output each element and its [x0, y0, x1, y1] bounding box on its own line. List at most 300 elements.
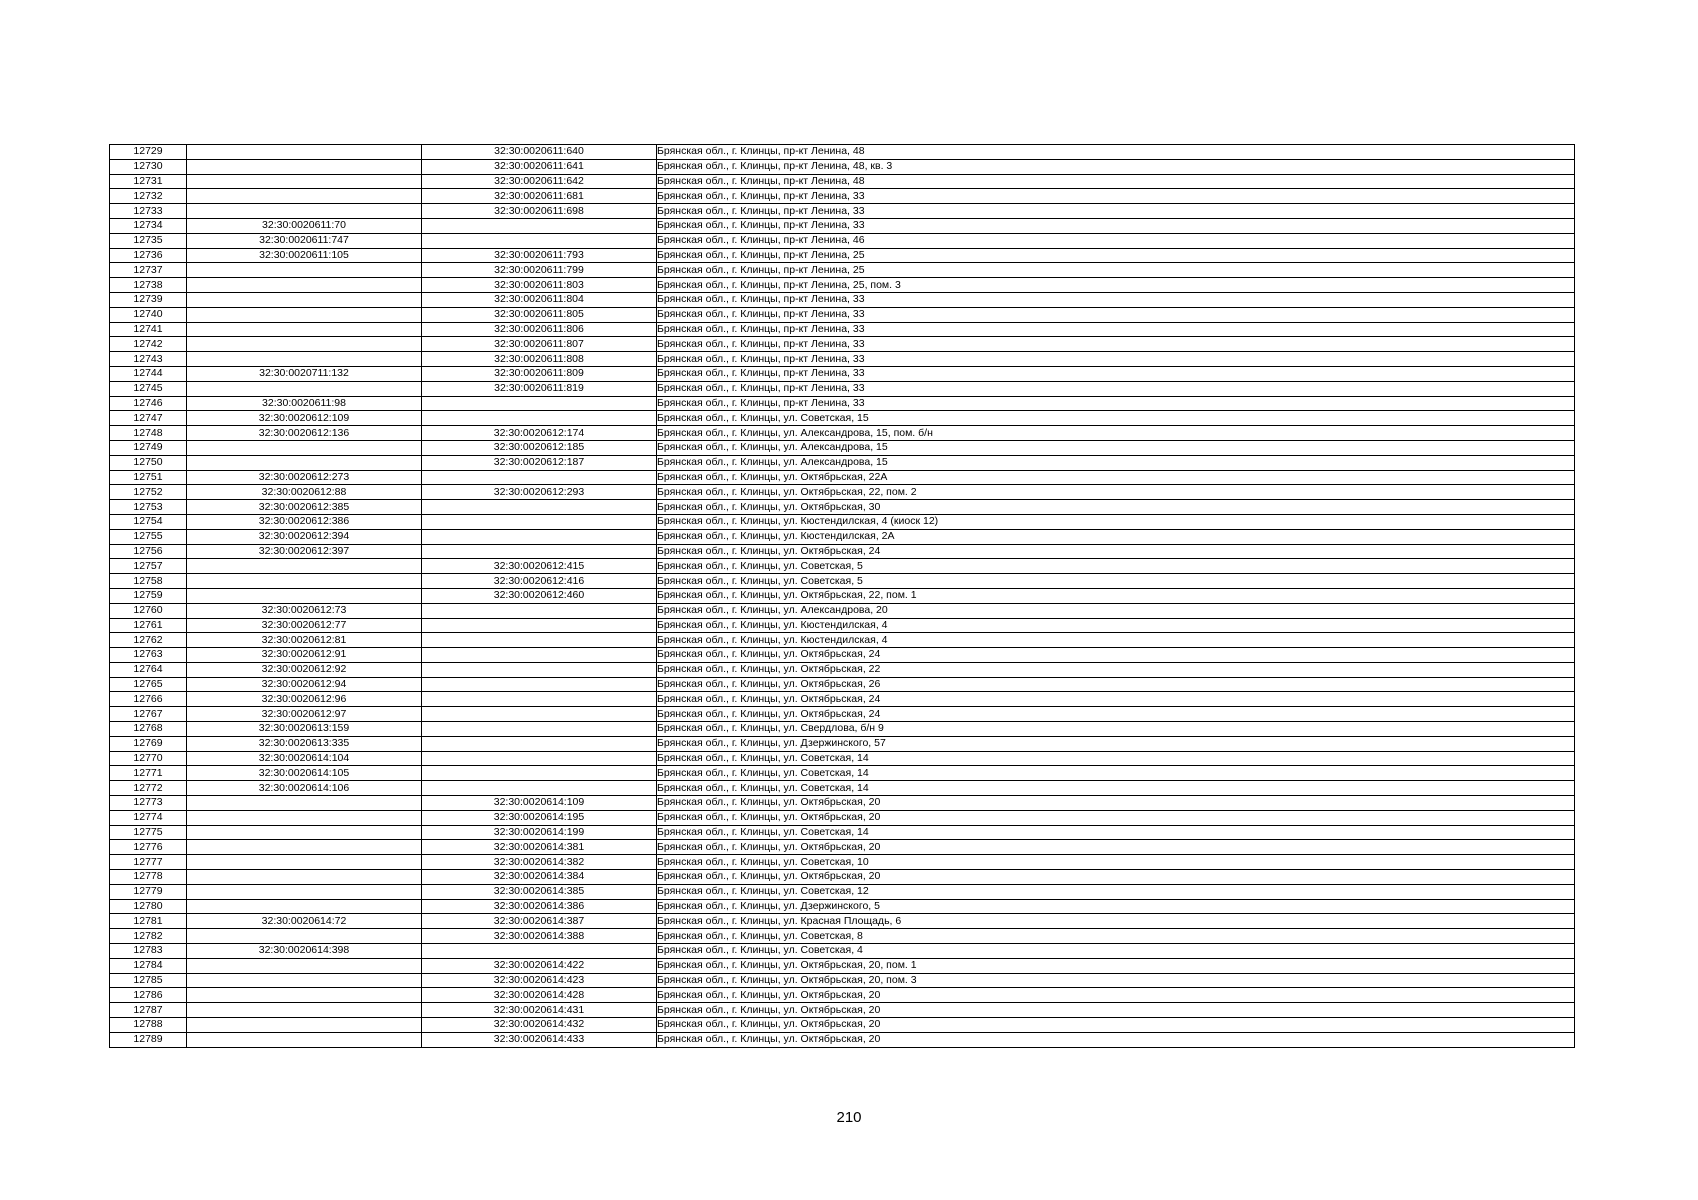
table-row	[110, 470, 1575, 485]
row-number-cell: 12768	[110, 722, 187, 737]
row-number-cell: 12763	[110, 648, 187, 663]
land-cadastral-number-cell: 32:30:0020614:398	[187, 944, 422, 959]
address-cell: Брянская обл., г. Клинцы, ул. Советская, 15	[657, 411, 1575, 426]
address-cell: Брянская обл., г. Клинцы, пр-кт Ленина, 33	[657, 218, 1575, 233]
row-number-cell: 12788	[110, 1018, 187, 1033]
building-cadastral-number-cell	[422, 470, 657, 485]
table-row	[110, 529, 1575, 544]
land-cadastral-number-cell	[187, 1032, 422, 1047]
building-cadastral-number-cell: 32:30:0020614:422	[422, 958, 657, 973]
row-number-cell: 12785	[110, 973, 187, 988]
land-cadastral-number-cell	[187, 588, 422, 603]
address-cell: Брянская обл., г. Клинцы, пр-кт Ленина, 48	[657, 174, 1575, 189]
building-cadastral-number-cell: 32:30:0020614:385	[422, 884, 657, 899]
row-number-cell: 12747	[110, 411, 187, 426]
building-cadastral-number-cell	[422, 500, 657, 515]
row-number-cell: 12731	[110, 174, 187, 189]
table-row	[110, 337, 1575, 352]
land-cadastral-number-cell: 32:30:0020614:105	[187, 766, 422, 781]
table-row	[110, 988, 1575, 1003]
row-number-cell: 12730	[110, 159, 187, 174]
address-cell: Брянская обл., г. Клинцы, ул. Советская, 5	[657, 559, 1575, 574]
row-number-cell: 12770	[110, 751, 187, 766]
row-number-cell: 12741	[110, 322, 187, 337]
building-cadastral-number-cell: 32:30:0020612:187	[422, 455, 657, 470]
table-row	[110, 174, 1575, 189]
address-cell: Брянская обл., г. Клинцы, пр-кт Ленина, 33	[657, 352, 1575, 367]
land-cadastral-number-cell: 32:30:0020612:386	[187, 514, 422, 529]
building-cadastral-number-cell: 32:30:0020611:799	[422, 263, 657, 278]
table-row	[110, 766, 1575, 781]
building-cadastral-number-cell	[422, 529, 657, 544]
land-cadastral-number-cell: 32:30:0020614:72	[187, 914, 422, 929]
land-cadastral-number-cell	[187, 840, 422, 855]
building-cadastral-number-cell: 32:30:0020614:382	[422, 855, 657, 870]
row-number-cell: 12737	[110, 263, 187, 278]
address-cell: Брянская обл., г. Клинцы, ул. Кюстендилская, 4	[657, 633, 1575, 648]
address-cell: Брянская обл., г. Клинцы, ул. Дзержинского, 57	[657, 736, 1575, 751]
building-cadastral-number-cell: 32:30:0020614:428	[422, 988, 657, 1003]
table-row	[110, 796, 1575, 811]
land-cadastral-number-cell	[187, 559, 422, 574]
table-row	[110, 440, 1575, 455]
address-cell: Брянская обл., г. Клинцы, ул. Октябрьская, 22, пом. 1	[657, 588, 1575, 603]
table-row	[110, 248, 1575, 263]
table-row	[110, 381, 1575, 396]
building-cadastral-number-cell: 32:30:0020612:293	[422, 485, 657, 500]
address-cell: Брянская обл., г. Клинцы, ул. Октябрьская, 22, пом. 2	[657, 485, 1575, 500]
address-cell: Брянская обл., г. Клинцы, ул. Советская, 8	[657, 929, 1575, 944]
building-cadastral-number-cell: 32:30:0020614:381	[422, 840, 657, 855]
address-cell: Брянская обл., г. Клинцы, пр-кт Ленина, 25	[657, 263, 1575, 278]
row-number-cell: 12787	[110, 1003, 187, 1018]
building-cadastral-number-cell	[422, 396, 657, 411]
row-number-cell: 12776	[110, 840, 187, 855]
table-row	[110, 544, 1575, 559]
building-cadastral-number-cell	[422, 781, 657, 796]
row-number-cell: 12782	[110, 929, 187, 944]
building-cadastral-number-cell: 32:30:0020612:174	[422, 426, 657, 441]
land-cadastral-number-cell	[187, 884, 422, 899]
address-cell: Брянская обл., г. Клинцы, ул. Октябрьская, 30	[657, 500, 1575, 515]
building-cadastral-number-cell: 32:30:0020611:640	[422, 145, 657, 160]
row-number-cell: 12738	[110, 278, 187, 293]
row-number-cell: 12759	[110, 588, 187, 603]
building-cadastral-number-cell: 32:30:0020614:199	[422, 825, 657, 840]
table-row	[110, 263, 1575, 278]
address-cell: Брянская обл., г. Клинцы, пр-кт Ленина, 48	[657, 145, 1575, 160]
address-cell: Брянская обл., г. Клинцы, ул. Октябрьская, 20	[657, 988, 1575, 1003]
building-cadastral-number-cell	[422, 766, 657, 781]
building-cadastral-number-cell: 32:30:0020614:387	[422, 914, 657, 929]
address-cell: Брянская обл., г. Клинцы, пр-кт Ленина, 33	[657, 337, 1575, 352]
land-cadastral-number-cell: 32:30:0020612:96	[187, 692, 422, 707]
table-row	[110, 292, 1575, 307]
land-cadastral-number-cell: 32:30:0020612:394	[187, 529, 422, 544]
building-cadastral-number-cell: 32:30:0020614:431	[422, 1003, 657, 1018]
row-number-cell: 12729	[110, 145, 187, 160]
row-number-cell: 12751	[110, 470, 187, 485]
row-number-cell: 12783	[110, 944, 187, 959]
row-number-cell: 12780	[110, 899, 187, 914]
address-cell: Брянская обл., г. Клинцы, пр-кт Ленина, 33	[657, 189, 1575, 204]
address-cell: Брянская обл., г. Клинцы, ул. Октябрьская, 20	[657, 810, 1575, 825]
address-cell: Брянская обл., г. Клинцы, ул. Октябрьская, 24	[657, 544, 1575, 559]
row-number-cell: 12733	[110, 204, 187, 219]
land-cadastral-number-cell	[187, 929, 422, 944]
land-cadastral-number-cell	[187, 810, 422, 825]
address-cell: Брянская обл., г. Клинцы, пр-кт Ленина, 33	[657, 322, 1575, 337]
table-row	[110, 692, 1575, 707]
building-cadastral-number-cell	[422, 603, 657, 618]
building-cadastral-number-cell: 32:30:0020611:641	[422, 159, 657, 174]
land-cadastral-number-cell	[187, 870, 422, 885]
row-number-cell: 12789	[110, 1032, 187, 1047]
building-cadastral-number-cell: 32:30:0020614:386	[422, 899, 657, 914]
table-row	[110, 648, 1575, 663]
land-cadastral-number-cell	[187, 1018, 422, 1033]
row-number-cell: 12765	[110, 677, 187, 692]
row-number-cell: 12781	[110, 914, 187, 929]
table-row	[110, 944, 1575, 959]
building-cadastral-number-cell: 32:30:0020614:195	[422, 810, 657, 825]
address-cell: Брянская обл., г. Клинцы, ул. Красная Площадь, 6	[657, 914, 1575, 929]
address-cell: Брянская обл., г. Клинцы, ул. Александрова, 15	[657, 440, 1575, 455]
land-cadastral-number-cell: 32:30:0020612:92	[187, 662, 422, 677]
building-cadastral-number-cell: 32:30:0020611:642	[422, 174, 657, 189]
address-cell: Брянская обл., г. Клинцы, ул. Октябрьская, 20	[657, 870, 1575, 885]
building-cadastral-number-cell: 32:30:0020611:809	[422, 366, 657, 381]
address-cell: Брянская обл., г. Клинцы, ул. Советская, 14	[657, 751, 1575, 766]
land-cadastral-number-cell	[187, 855, 422, 870]
address-cell: Брянская обл., г. Клинцы, ул. Октябрьская, 26	[657, 677, 1575, 692]
address-cell: Брянская обл., г. Клинцы, ул. Кюстендилская, 4 (киоск 12)	[657, 514, 1575, 529]
row-number-cell: 12755	[110, 529, 187, 544]
table-row	[110, 914, 1575, 929]
table-row	[110, 411, 1575, 426]
table-row	[110, 722, 1575, 737]
row-number-cell: 12746	[110, 396, 187, 411]
table-row	[110, 500, 1575, 515]
building-cadastral-number-cell	[422, 411, 657, 426]
page-number: 210	[836, 1109, 862, 1126]
land-cadastral-number-cell	[187, 381, 422, 396]
address-cell: Брянская обл., г. Клинцы, пр-кт Ленина, 33	[657, 204, 1575, 219]
land-cadastral-number-cell	[187, 278, 422, 293]
table-row	[110, 736, 1575, 751]
row-number-cell: 12740	[110, 307, 187, 322]
land-cadastral-number-cell: 32:30:0020612:81	[187, 633, 422, 648]
address-cell: Брянская обл., г. Клинцы, ул. Свердлова, б/н 9	[657, 722, 1575, 737]
row-number-cell: 12761	[110, 618, 187, 633]
building-cadastral-number-cell: 32:30:0020611:804	[422, 292, 657, 307]
table-row	[110, 751, 1575, 766]
row-number-cell: 12774	[110, 810, 187, 825]
land-cadastral-number-cell	[187, 455, 422, 470]
row-number-cell: 12778	[110, 870, 187, 885]
building-cadastral-number-cell	[422, 751, 657, 766]
address-cell: Брянская обл., г. Клинцы, ул. Советская, 10	[657, 855, 1575, 870]
row-number-cell: 12773	[110, 796, 187, 811]
building-cadastral-number-cell	[422, 736, 657, 751]
address-cell: Брянская обл., г. Клинцы, ул. Александрова, 15	[657, 455, 1575, 470]
address-cell: Брянская обл., г. Клинцы, ул. Октябрьская, 22А	[657, 470, 1575, 485]
land-cadastral-number-cell	[187, 292, 422, 307]
land-cadastral-number-cell: 32:30:0020613:335	[187, 736, 422, 751]
row-number-cell: 12735	[110, 233, 187, 248]
table-row	[110, 603, 1575, 618]
building-cadastral-number-cell: 32:30:0020611:808	[422, 352, 657, 367]
land-cadastral-number-cell: 32:30:0020612:397	[187, 544, 422, 559]
building-cadastral-number-cell: 32:30:0020612:460	[422, 588, 657, 603]
table-row	[110, 204, 1575, 219]
land-cadastral-number-cell	[187, 988, 422, 1003]
address-cell: Брянская обл., г. Клинцы, ул. Октябрьская, 20	[657, 1003, 1575, 1018]
land-cadastral-number-cell: 32:30:0020611:105	[187, 248, 422, 263]
building-cadastral-number-cell	[422, 514, 657, 529]
land-cadastral-number-cell: 32:30:0020612:91	[187, 648, 422, 663]
address-cell: Брянская обл., г. Клинцы, ул. Александрова, 15, пом. б/н	[657, 426, 1575, 441]
table-row	[110, 366, 1575, 381]
table-row	[110, 322, 1575, 337]
land-cadastral-number-cell	[187, 899, 422, 914]
land-cadastral-number-cell	[187, 189, 422, 204]
table-row	[110, 781, 1575, 796]
table-row	[110, 929, 1575, 944]
land-cadastral-number-cell: 32:30:0020611:747	[187, 233, 422, 248]
address-cell: Брянская обл., г. Клинцы, ул. Советская, 14	[657, 781, 1575, 796]
land-cadastral-number-cell	[187, 825, 422, 840]
building-cadastral-number-cell	[422, 692, 657, 707]
table-row	[110, 145, 1575, 160]
address-cell: Брянская обл., г. Клинцы, пр-кт Ленина, 33	[657, 396, 1575, 411]
row-number-cell: 12749	[110, 440, 187, 455]
land-cadastral-number-cell: 32:30:0020612:97	[187, 707, 422, 722]
address-cell: Брянская обл., г. Клинцы, ул. Октябрьская, 24	[657, 692, 1575, 707]
address-cell: Брянская обл., г. Клинцы, ул. Кюстендилская, 4	[657, 618, 1575, 633]
land-cadastral-number-cell: 32:30:0020612:273	[187, 470, 422, 485]
register-table-body	[110, 145, 1575, 1048]
row-number-cell: 12732	[110, 189, 187, 204]
building-cadastral-number-cell	[422, 218, 657, 233]
address-cell: Брянская обл., г. Клинцы, ул. Советская, 5	[657, 574, 1575, 589]
row-number-cell: 12775	[110, 825, 187, 840]
row-number-cell: 12767	[110, 707, 187, 722]
land-cadastral-number-cell: 32:30:0020612:73	[187, 603, 422, 618]
building-cadastral-number-cell: 32:30:0020611:807	[422, 337, 657, 352]
land-cadastral-number-cell	[187, 958, 422, 973]
building-cadastral-number-cell: 32:30:0020611:698	[422, 204, 657, 219]
land-cadastral-number-cell: 32:30:0020612:88	[187, 485, 422, 500]
address-cell: Брянская обл., г. Клинцы, пр-кт Ленина, 25, пом. 3	[657, 278, 1575, 293]
building-cadastral-number-cell	[422, 544, 657, 559]
land-cadastral-number-cell	[187, 1003, 422, 1018]
row-number-cell: 12786	[110, 988, 187, 1003]
table-row	[110, 958, 1575, 973]
table-row	[110, 973, 1575, 988]
address-cell: Брянская обл., г. Клинцы, ул. Октябрьская, 24	[657, 707, 1575, 722]
address-cell: Брянская обл., г. Клинцы, ул. Октябрьская, 22	[657, 662, 1575, 677]
building-cadastral-number-cell: 32:30:0020611:793	[422, 248, 657, 263]
row-number-cell: 12784	[110, 958, 187, 973]
building-cadastral-number-cell	[422, 707, 657, 722]
building-cadastral-number-cell	[422, 633, 657, 648]
table-row	[110, 810, 1575, 825]
land-cadastral-number-cell	[187, 307, 422, 322]
building-cadastral-number-cell: 32:30:0020614:384	[422, 870, 657, 885]
row-number-cell: 12744	[110, 366, 187, 381]
table-row	[110, 396, 1575, 411]
building-cadastral-number-cell: 32:30:0020611:819	[422, 381, 657, 396]
row-number-cell: 12769	[110, 736, 187, 751]
row-number-cell: 12758	[110, 574, 187, 589]
building-cadastral-number-cell: 32:30:0020614:388	[422, 929, 657, 944]
address-cell: Брянская обл., г. Клинцы, ул. Дзержинского, 5	[657, 899, 1575, 914]
building-cadastral-number-cell: 32:30:0020614:109	[422, 796, 657, 811]
row-number-cell: 12764	[110, 662, 187, 677]
row-number-cell: 12742	[110, 337, 187, 352]
address-cell: Брянская обл., г. Клинцы, ул. Советская, 14	[657, 766, 1575, 781]
building-cadastral-number-cell: 32:30:0020614:423	[422, 973, 657, 988]
land-cadastral-number-cell: 32:30:0020614:104	[187, 751, 422, 766]
row-number-cell: 12743	[110, 352, 187, 367]
land-cadastral-number-cell: 32:30:0020614:106	[187, 781, 422, 796]
building-cadastral-number-cell: 32:30:0020611:805	[422, 307, 657, 322]
table-row	[110, 307, 1575, 322]
address-cell: Брянская обл., г. Клинцы, пр-кт Ленина, 33	[657, 381, 1575, 396]
table-row	[110, 633, 1575, 648]
building-cadastral-number-cell: 32:30:0020611:681	[422, 189, 657, 204]
address-cell: Брянская обл., г. Клинцы, пр-кт Ленина, 46	[657, 233, 1575, 248]
address-cell: Брянская обл., г. Клинцы, пр-кт Ленина, 48, кв. 3	[657, 159, 1575, 174]
land-cadastral-number-cell: 32:30:0020612:109	[187, 411, 422, 426]
table-row	[110, 707, 1575, 722]
row-number-cell: 12779	[110, 884, 187, 899]
address-cell: Брянская обл., г. Клинцы, пр-кт Ленина, 33	[657, 292, 1575, 307]
building-cadastral-number-cell: 32:30:0020612:185	[422, 440, 657, 455]
table-row	[110, 159, 1575, 174]
table-row	[110, 870, 1575, 885]
building-cadastral-number-cell: 32:30:0020611:806	[422, 322, 657, 337]
table-row	[110, 677, 1575, 692]
row-number-cell: 12766	[110, 692, 187, 707]
land-cadastral-number-cell	[187, 973, 422, 988]
table-row	[110, 278, 1575, 293]
building-cadastral-number-cell: 32:30:0020612:415	[422, 559, 657, 574]
land-cadastral-number-cell	[187, 440, 422, 455]
building-cadastral-number-cell	[422, 648, 657, 663]
land-cadastral-number-cell	[187, 145, 422, 160]
table-row	[110, 840, 1575, 855]
building-cadastral-number-cell	[422, 677, 657, 692]
address-cell: Брянская обл., г. Клинцы, ул. Октябрьская, 20	[657, 1018, 1575, 1033]
table-row	[110, 855, 1575, 870]
building-cadastral-number-cell	[422, 662, 657, 677]
land-cadastral-number-cell: 32:30:0020612:77	[187, 618, 422, 633]
table-row	[110, 1018, 1575, 1033]
building-cadastral-number-cell: 32:30:0020612:416	[422, 574, 657, 589]
land-cadastral-number-cell: 32:30:0020612:385	[187, 500, 422, 515]
table-row	[110, 514, 1575, 529]
land-cadastral-number-cell	[187, 322, 422, 337]
property-register-table	[109, 144, 1575, 1048]
row-number-cell: 12750	[110, 455, 187, 470]
row-number-cell: 12756	[110, 544, 187, 559]
land-cadastral-number-cell	[187, 159, 422, 174]
table-row	[110, 455, 1575, 470]
land-cadastral-number-cell	[187, 337, 422, 352]
building-cadastral-number-cell	[422, 233, 657, 248]
address-cell: Брянская обл., г. Клинцы, ул. Октябрьская, 20	[657, 1032, 1575, 1047]
table-row	[110, 352, 1575, 367]
row-number-cell: 12736	[110, 248, 187, 263]
land-cadastral-number-cell: 32:30:0020613:159	[187, 722, 422, 737]
address-cell: Брянская обл., г. Клинцы, ул. Кюстендилская, 2А	[657, 529, 1575, 544]
row-number-cell: 12777	[110, 855, 187, 870]
address-cell: Брянская обл., г. Клинцы, ул. Октябрьская, 20, пом. 3	[657, 973, 1575, 988]
address-cell: Брянская обл., г. Клинцы, ул. Октябрьская, 20, пом. 1	[657, 958, 1575, 973]
table-row	[110, 662, 1575, 677]
address-cell: Брянская обл., г. Клинцы, ул. Октябрьская, 24	[657, 648, 1575, 663]
address-cell: Брянская обл., г. Клинцы, ул. Октябрьская, 20	[657, 796, 1575, 811]
land-cadastral-number-cell	[187, 204, 422, 219]
table-row	[110, 189, 1575, 204]
table-row	[110, 574, 1575, 589]
building-cadastral-number-cell: 32:30:0020611:803	[422, 278, 657, 293]
land-cadastral-number-cell: 32:30:0020611:98	[187, 396, 422, 411]
table-row	[110, 899, 1575, 914]
row-number-cell: 12762	[110, 633, 187, 648]
address-cell: Брянская обл., г. Клинцы, ул. Советская, 14	[657, 825, 1575, 840]
table-row	[110, 426, 1575, 441]
address-cell: Брянская обл., г. Клинцы, пр-кт Ленина, 33	[657, 307, 1575, 322]
table-row	[110, 559, 1575, 574]
address-cell: Брянская обл., г. Клинцы, ул. Советская, 12	[657, 884, 1575, 899]
land-cadastral-number-cell	[187, 796, 422, 811]
row-number-cell: 12760	[110, 603, 187, 618]
building-cadastral-number-cell	[422, 722, 657, 737]
land-cadastral-number-cell	[187, 263, 422, 278]
land-cadastral-number-cell: 32:30:0020612:136	[187, 426, 422, 441]
address-cell: Брянская обл., г. Клинцы, пр-кт Ленина, 25	[657, 248, 1575, 263]
land-cadastral-number-cell: 32:30:0020711:132	[187, 366, 422, 381]
address-cell: Брянская обл., г. Клинцы, пр-кт Ленина, 33	[657, 366, 1575, 381]
land-cadastral-number-cell	[187, 352, 422, 367]
table-row	[110, 588, 1575, 603]
address-cell: Брянская обл., г. Клинцы, ул. Александрова, 20	[657, 603, 1575, 618]
land-cadastral-number-cell	[187, 174, 422, 189]
table-row	[110, 618, 1575, 633]
row-number-cell: 12745	[110, 381, 187, 396]
row-number-cell: 12771	[110, 766, 187, 781]
land-cadastral-number-cell: 32:30:0020611:70	[187, 218, 422, 233]
table-row	[110, 218, 1575, 233]
address-cell: Брянская обл., г. Клинцы, ул. Советская, 4	[657, 944, 1575, 959]
row-number-cell: 12757	[110, 559, 187, 574]
table-row	[110, 825, 1575, 840]
building-cadastral-number-cell: 32:30:0020614:432	[422, 1018, 657, 1033]
row-number-cell: 12748	[110, 426, 187, 441]
row-number-cell: 12754	[110, 514, 187, 529]
building-cadastral-number-cell	[422, 618, 657, 633]
table-row	[110, 1003, 1575, 1018]
table-row	[110, 1032, 1575, 1047]
row-number-cell: 12753	[110, 500, 187, 515]
row-number-cell: 12734	[110, 218, 187, 233]
land-cadastral-number-cell	[187, 574, 422, 589]
land-cadastral-number-cell: 32:30:0020612:94	[187, 677, 422, 692]
building-cadastral-number-cell	[422, 944, 657, 959]
